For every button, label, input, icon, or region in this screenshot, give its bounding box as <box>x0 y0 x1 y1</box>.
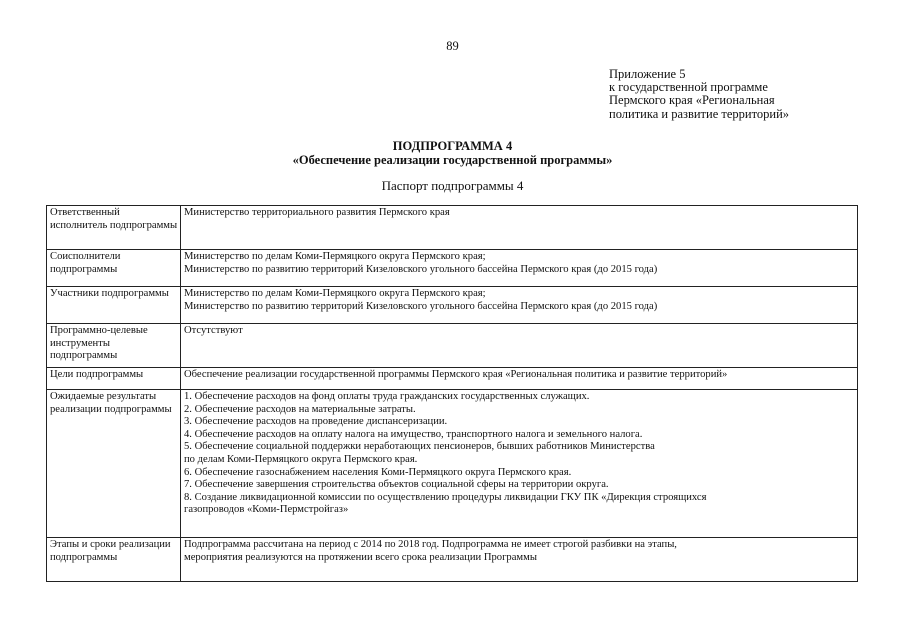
subprogram-subtitle: «Обеспечение реализации государственной программы» <box>292 153 613 167</box>
row-label: Цели подпрограммы <box>47 368 181 390</box>
row-line: Подпрограмма рассчитана на период с 2014 по 2018 год. Подпрограмма не имеет строгой разбивки на этапы, <box>184 539 677 550</box>
appendix-line: Пермского края «Региональная <box>609 93 775 108</box>
table-row <box>47 287 858 324</box>
row-line: газопроводов «Коми-Пермстройгаз» <box>184 504 349 516</box>
passport-title: Паспорт подпрограммы 4 <box>381 178 524 193</box>
row-line: Министерство по развитию территорий Кизеловского угольного бассейна Пермского края (до 2015 года) <box>184 300 658 312</box>
row-line: Отсутствуют <box>184 325 243 336</box>
row-line: 5. Обеспечение социальной поддержки неработающих пенсионеров, бывших работников Министерства <box>184 441 655 453</box>
row-line: 4. Обеспечение расходов на оплату налога на имущество, транспортного налога и земельного налога. <box>184 428 643 440</box>
row-line: 7. Обеспечение завершения строительства объектов социальной сферы на территории округа. <box>184 479 609 491</box>
row-line: Министерство по делам Коми-Пермяцкого округа Пермского края; <box>184 288 486 299</box>
row-content <box>181 250 858 287</box>
row-label: Этапы и сроки реализации подпрограммы <box>47 538 181 582</box>
row-content <box>181 287 858 324</box>
row-content <box>181 538 858 582</box>
row-label: Ожидаемые результаты реализации подпрограммы <box>47 390 181 538</box>
row-line: 2. Обеспечение расходов на материальные затраты. <box>184 403 416 415</box>
row-line: Министерство территориального развития Пермского края <box>184 207 450 218</box>
row-line: 8. Создание ликвидационной комиссии по осуществлению процедуры ликвидации ГКУ ПК «Дирекция строящихся <box>184 491 707 503</box>
row-line: 3. Обеспечение расходов на проведение диспансеризации. <box>184 416 448 428</box>
row-line: Министерство по развитию территорий Кизеловского угольного бассейна Пермского края (до 2015 года) <box>184 263 658 275</box>
row-content <box>181 206 858 250</box>
table-row <box>47 324 858 368</box>
row-content <box>181 368 858 390</box>
row-line: 6. Обеспечение газоснабжением населения Коми-Пермяцкого округа Пермского края. <box>184 466 572 478</box>
appendix-note <box>609 68 789 121</box>
row-label: Ответственный исполнитель подпрограммы <box>47 206 181 250</box>
row-content <box>181 324 858 368</box>
row-label: Программно-целевые инструменты подпрограммы <box>47 324 181 368</box>
row-line: 1. Обеспечение расходов на фонд оплаты труда гражданских государственных служащих. <box>184 391 590 402</box>
row-line: Министерство по делам Коми-Пермяцкого округа Пермского края; <box>184 251 486 262</box>
table-row <box>47 250 858 287</box>
subprogram-title: ПОДПРОГРАММА 4 <box>392 139 513 153</box>
table-row <box>47 538 858 582</box>
row-line: Обеспечение реализации государственной программы Пермского края «Региональная политика и развитие территорий» <box>184 369 728 380</box>
row-line: мероприятия реализуются на протяжении всего срока реализации Программы <box>184 551 537 563</box>
row-line: по делам Коми-Пермяцкого округа Пермского края. <box>184 453 418 465</box>
appendix-line: к государственной программе <box>609 80 768 95</box>
row-label: Участники подпрограммы <box>47 287 181 324</box>
table-row <box>47 390 858 538</box>
row-label: Соисполнители подпрограммы <box>47 250 181 287</box>
appendix-line: Приложение 5 <box>609 67 686 81</box>
row-content <box>181 390 858 538</box>
appendix-line: политика и развитие территорий» <box>609 106 790 121</box>
passport-table <box>46 205 858 582</box>
table-row <box>47 368 858 390</box>
table-row <box>47 206 858 250</box>
page-number: 89 <box>446 39 459 53</box>
